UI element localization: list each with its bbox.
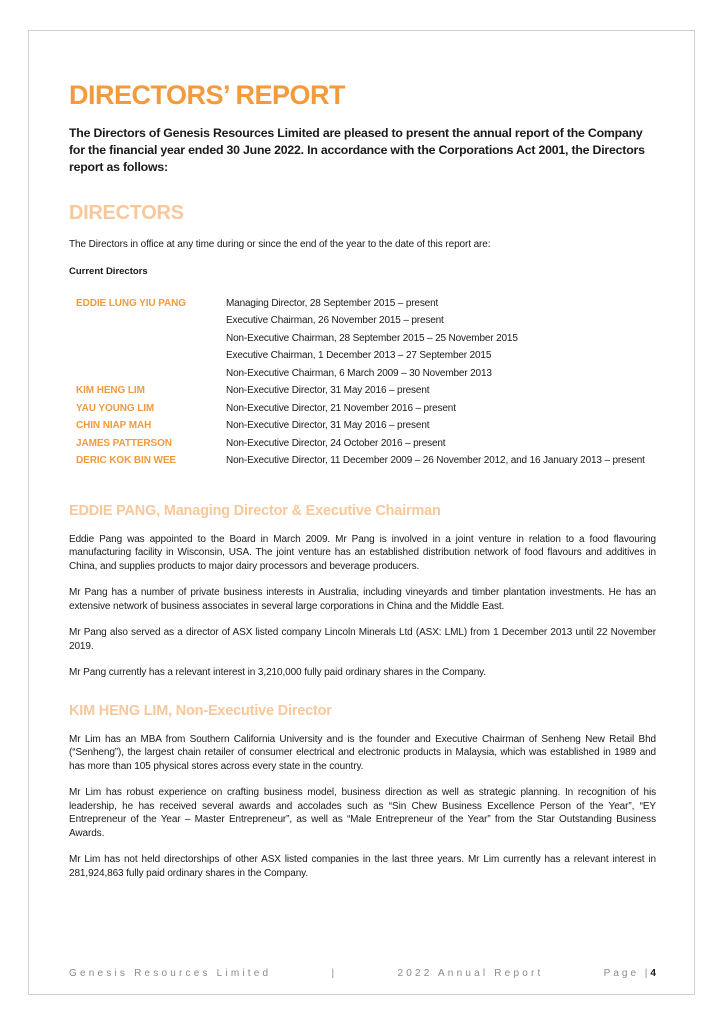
footer-page-label: Page | bbox=[603, 968, 651, 979]
footer-company: Genesis Resources Limited bbox=[69, 968, 272, 979]
kim-paragraph: Mr Lim has robust experience on crafting business model, business direction as well as strategic planning. In recognition of his leadership, he has received several awards and accolades such as “Sin Chew Business Excellence Person of the Year”, “EY Entrepreneur of the Year – Master Entrepreneur”, as well as “Male Entrepreneur of the Year” from the Star Outstanding Business Awards. bbox=[69, 787, 656, 839]
table-row bbox=[69, 295, 656, 313]
director-role: Executive Chairman, 26 November 2015 – present bbox=[226, 315, 444, 326]
director-role: Non-Executive Director, 24 October 2016 – present bbox=[226, 437, 446, 449]
director-name bbox=[69, 330, 226, 348]
director-role: Non-Executive Director, 11 December 2009 – 26 November 2012, and 16 January 2013 – present bbox=[226, 455, 645, 466]
page-number: 4 bbox=[650, 968, 656, 979]
table-row bbox=[69, 365, 656, 383]
director-role: Non-Executive Director, 31 May 2016 – present bbox=[226, 385, 430, 396]
table-row bbox=[69, 400, 656, 418]
director-role: Non-Executive Director, 21 November 2016 – present bbox=[226, 402, 456, 414]
director-name: DERIC KOK BIN WEE bbox=[76, 455, 176, 466]
footer-page bbox=[604, 968, 656, 979]
director-name: KIM HENG LIM bbox=[76, 385, 145, 396]
eddie-paragraph: Eddie Pang was appointed to the Board in March 2009. Mr Pang is involved in a joint venture in relation to a food flavouring manufacturing facility in Wisconsin, USA. The joint venture has an established distribution network of food flavours and additives in China, and supplies products to major dairy processors and beverage producers. bbox=[69, 533, 656, 572]
director-name: CHIN NIAP MAH bbox=[76, 420, 152, 431]
kim-heng-lim-heading: KIM HENG LIM, Non-Executive Director bbox=[69, 702, 332, 719]
director-name: JAMES PATTERSON bbox=[76, 437, 172, 449]
director-role: Non-Executive Chairman, 6 March 2009 – 30 November 2013 bbox=[226, 367, 492, 379]
table-row bbox=[69, 312, 656, 330]
director-name bbox=[69, 347, 226, 365]
footer-report: 2022 Annual Report bbox=[397, 968, 544, 979]
table-row bbox=[69, 435, 656, 453]
director-name bbox=[69, 365, 226, 383]
report-title: DIRECTORS’ REPORT bbox=[69, 80, 346, 110]
page-content bbox=[69, 78, 656, 880]
eddie-pang-heading: EDDIE PANG, Managing Director & Executive Chairman bbox=[69, 502, 441, 519]
table-row bbox=[69, 347, 656, 365]
table-row bbox=[69, 330, 656, 348]
director-role: Non-Executive Chairman, 28 September 2015 – 25 November 2015 bbox=[226, 332, 518, 344]
kim-paragraph: Mr Lim has an MBA from Southern California University and is the founder and Executive Chairman of Senheng New Retail Bhd (“Senheng”), the largest chain retailer of consumer electrical and electronic products in Malaysia, which was established in 1989 and has more than 105 physical stores across every state in the country. bbox=[69, 733, 656, 772]
director-name: YAU YOUNG LIM bbox=[76, 402, 155, 414]
eddie-paragraph: Mr Pang has a number of private business interests in Australia, including vineyards and timber plantation investments. He has an extensive network of business associates in several large corporations in China and the Middle East. bbox=[69, 587, 656, 612]
director-name bbox=[69, 312, 226, 330]
directors-table bbox=[69, 295, 656, 470]
table-row bbox=[69, 382, 656, 400]
page-footer bbox=[69, 968, 656, 979]
intro-paragraph: The Directors of Genesis Resources Limited are pleased to present the annual report of the Company for the financial year ended 30 June 2022. In accordance with the Corporations Act 2001, the Directors report as follows: bbox=[69, 126, 645, 174]
director-role: Managing Director, 28 September 2015 – present bbox=[226, 297, 439, 309]
director-role: Executive Chairman, 1 December 2013 – 27 September 2015 bbox=[226, 350, 492, 361]
table-row bbox=[69, 452, 656, 470]
table-row bbox=[69, 417, 656, 435]
footer-separator: | bbox=[331, 968, 338, 979]
eddie-paragraph: Mr Pang also served as a director of ASX listed company Lincoln Minerals Ltd (ASX: LML) from 1 December 2013 until 22 November 2019. bbox=[69, 627, 656, 652]
current-directors-heading: Current Directors bbox=[69, 265, 148, 277]
directors-lead: The Directors in office at any time during or since the end of the year to the date of this report are: bbox=[69, 239, 491, 250]
eddie-paragraph: Mr Pang currently has a relevant interest in 3,210,000 fully paid ordinary shares in the Company. bbox=[69, 667, 487, 678]
kim-paragraph: Mr Lim has not held directorships of other ASX listed companies in the last three years. Mr Lim currently has a relevant interest in 281,924,863 fully paid ordinary shares in the Company. bbox=[69, 854, 656, 879]
director-name: EDDIE LUNG YIU PANG bbox=[76, 297, 186, 309]
directors-heading: DIRECTORS bbox=[69, 202, 184, 224]
director-role: Non-Executive Director, 31 May 2016 – present bbox=[226, 420, 430, 431]
